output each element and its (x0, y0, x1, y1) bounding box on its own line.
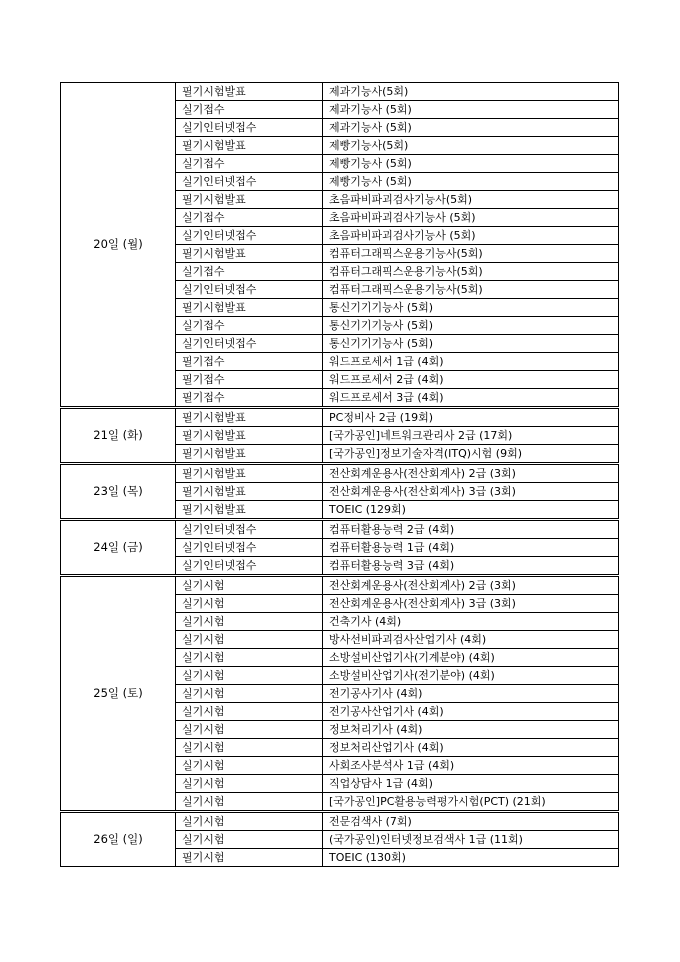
event-type-cell: 실기시험 (176, 631, 323, 649)
exam-schedule-body (61, 83, 619, 867)
event-type-cell: 실기접수 (176, 317, 323, 335)
event-type-cell: 필기시험발표 (176, 299, 323, 317)
event-type-cell: 실기접수 (176, 209, 323, 227)
exam-name-cell: 초음파비파괴검사기능사(5회) (323, 191, 619, 209)
exam-name-cell: 컴퓨터활용능력 2급 (4회) (323, 520, 619, 539)
exam-name-cell: PC정비사 2급 (19회) (323, 408, 619, 427)
exam-name-cell: 컴퓨터활용능력 3급 (4회) (323, 557, 619, 576)
event-type-cell: 실기시험 (176, 685, 323, 703)
exam-name-cell: 방사선비파괴검사산업기사 (4회) (323, 631, 619, 649)
day-cell: 26일 (일) (61, 812, 176, 867)
exam-name-cell: 워드프로세서 1급 (4회) (323, 353, 619, 371)
event-type-cell: 실기인터넷접수 (176, 520, 323, 539)
event-type-cell: 필기시험발표 (176, 483, 323, 501)
exam-name-cell: 전문검색사 (7회) (323, 812, 619, 831)
event-type-cell: 실기접수 (176, 155, 323, 173)
day-cell: 20일 (월) (61, 83, 176, 408)
exam-name-cell: TOEIC (130회) (323, 849, 619, 867)
exam-name-cell: 제빵기능사 (5회) (323, 173, 619, 191)
event-type-cell: 실기시험 (176, 757, 323, 775)
event-type-cell: 실기시험 (176, 703, 323, 721)
event-type-cell: 실기인터넷접수 (176, 227, 323, 245)
schedule-row (61, 464, 619, 483)
exam-name-cell: [국가공인]정보기술자격(ITQ)시험 (9회) (323, 445, 619, 464)
event-type-cell: 필기시험발표 (176, 83, 323, 101)
event-type-cell: 실기시험 (176, 793, 323, 812)
exam-name-cell: 컴퓨터그래픽스운용기능사(5회) (323, 245, 619, 263)
exam-name-cell: 전기공사기사 (4회) (323, 685, 619, 703)
exam-name-cell: 제과기능사 (5회) (323, 119, 619, 137)
event-type-cell: 필기시험발표 (176, 445, 323, 464)
exam-name-cell: 전산회계운용사(전산회계사) 2급 (3회) (323, 576, 619, 595)
event-type-cell: 필기시험발표 (176, 245, 323, 263)
exam-schedule-table (60, 82, 619, 867)
exam-name-cell: 컴퓨터그래픽스운용기능사(5회) (323, 263, 619, 281)
event-type-cell: 필기접수 (176, 389, 323, 408)
event-type-cell: 실기인터넷접수 (176, 119, 323, 137)
exam-name-cell: 워드프로세서 2급 (4회) (323, 371, 619, 389)
event-type-cell: 실기시험 (176, 739, 323, 757)
event-type-cell: 실기인터넷접수 (176, 335, 323, 353)
exam-name-cell: 정보처리산업기사 (4회) (323, 739, 619, 757)
exam-name-cell: [국가공인]PC활용능력평가시험(PCT) (21회) (323, 793, 619, 812)
exam-name-cell: 전산회계운용사(전산회계사) 3급 (3회) (323, 483, 619, 501)
event-type-cell: 필기시험발표 (176, 408, 323, 427)
exam-name-cell: 워드프로세서 3급 (4회) (323, 389, 619, 408)
exam-name-cell: 소방설비산업기사(기계분야) (4회) (323, 649, 619, 667)
exam-name-cell: (국가공인)인터넷정보검색사 1급 (11회) (323, 831, 619, 849)
event-type-cell: 실기인터넷접수 (176, 557, 323, 576)
exam-name-cell: 전산회계운용사(전산회계사) 3급 (3회) (323, 595, 619, 613)
exam-name-cell: 제과기능사(5회) (323, 83, 619, 101)
day-cell: 23일 (목) (61, 464, 176, 520)
event-type-cell: 실기인터넷접수 (176, 173, 323, 191)
exam-name-cell: 제빵기능사 (5회) (323, 155, 619, 173)
exam-name-cell: 컴퓨터그래픽스운용기능사(5회) (323, 281, 619, 299)
schedule-row (61, 408, 619, 427)
event-type-cell: 실기시험 (176, 576, 323, 595)
event-type-cell: 실기인터넷접수 (176, 281, 323, 299)
schedule-row (61, 576, 619, 595)
exam-name-cell: 전기공사산업기사 (4회) (323, 703, 619, 721)
event-type-cell: 필기시험발표 (176, 137, 323, 155)
exam-name-cell: 초음파비파괴검사기능사 (5회) (323, 227, 619, 245)
event-type-cell: 실기접수 (176, 263, 323, 281)
event-type-cell: 필기시험발표 (176, 501, 323, 520)
schedule-row (61, 83, 619, 101)
exam-name-cell: 통신기기기능사 (5회) (323, 299, 619, 317)
schedule-row (61, 520, 619, 539)
event-type-cell: 실기시험 (176, 775, 323, 793)
exam-name-cell: 전산회계운용사(전산회계사) 2급 (3회) (323, 464, 619, 483)
event-type-cell: 실기인터넷접수 (176, 539, 323, 557)
event-type-cell: 필기시험발표 (176, 464, 323, 483)
exam-name-cell: 건축기사 (4회) (323, 613, 619, 631)
event-type-cell: 필기시험발표 (176, 427, 323, 445)
exam-name-cell: [국가공인]네트워크관리사 2급 (17회) (323, 427, 619, 445)
event-type-cell: 실기접수 (176, 101, 323, 119)
event-type-cell: 실기시험 (176, 667, 323, 685)
exam-name-cell: TOEIC (129회) (323, 501, 619, 520)
exam-name-cell: 정보처리기사 (4회) (323, 721, 619, 739)
exam-name-cell: 사회조사분석사 1급 (4회) (323, 757, 619, 775)
event-type-cell: 필기시험 (176, 849, 323, 867)
event-type-cell: 필기접수 (176, 353, 323, 371)
exam-name-cell: 초음파비파괴검사기능사 (5회) (323, 209, 619, 227)
event-type-cell: 실기시험 (176, 595, 323, 613)
event-type-cell: 필기접수 (176, 371, 323, 389)
exam-name-cell: 통신기기기능사 (5회) (323, 335, 619, 353)
schedule-row (61, 812, 619, 831)
event-type-cell: 실기시험 (176, 613, 323, 631)
exam-name-cell: 통신기기기능사 (5회) (323, 317, 619, 335)
exam-name-cell: 직업상담사 1급 (4회) (323, 775, 619, 793)
event-type-cell: 필기시험발표 (176, 191, 323, 209)
event-type-cell: 실기시험 (176, 812, 323, 831)
event-type-cell: 실기시험 (176, 721, 323, 739)
exam-name-cell: 컴퓨터활용능력 1급 (4회) (323, 539, 619, 557)
day-cell: 24일 (금) (61, 520, 176, 576)
exam-name-cell: 소방설비산업기사(전기분야) (4회) (323, 667, 619, 685)
day-cell: 25일 (토) (61, 576, 176, 812)
event-type-cell: 실기시험 (176, 649, 323, 667)
exam-name-cell: 제과기능사 (5회) (323, 101, 619, 119)
exam-name-cell: 제빵기능사(5회) (323, 137, 619, 155)
day-cell: 21일 (화) (61, 408, 176, 464)
event-type-cell: 실기시험 (176, 831, 323, 849)
